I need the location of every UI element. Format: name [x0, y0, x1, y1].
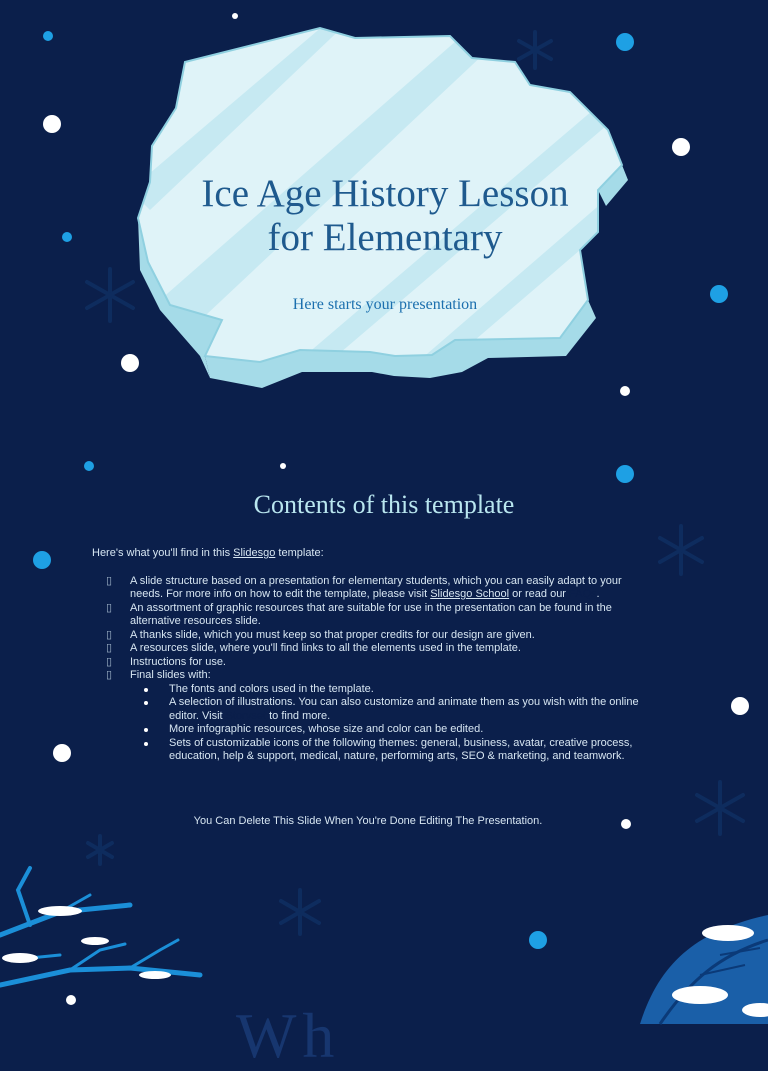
list-item-text: or read our [509, 588, 570, 600]
bullet-dot-icon [144, 728, 148, 732]
contents-intro [92, 547, 644, 561]
tree-branch [0, 868, 200, 985]
contents-body [92, 547, 644, 764]
storyset-link[interactable]: Storyset [225, 709, 267, 722]
sub-item-text: The fonts and colors used in the template. [169, 682, 374, 695]
intro-prefix: Here's what you'll find in this [92, 547, 234, 559]
list-item-text: Final slides with: [130, 669, 211, 681]
subtitle: Here starts your presentation [292, 296, 478, 313]
faqs-link[interactable]: FAQs [569, 588, 597, 600]
list-item-text: A thanks slide, which you must keep so that proper credits for our design are given. [130, 628, 535, 641]
frozen-leaf [640, 915, 768, 1024]
bullet-dot-icon [144, 701, 148, 705]
bullet-dot-icon [144, 688, 148, 692]
next-slide-title-peek: Wh [236, 1000, 341, 1071]
list-item [92, 629, 644, 643]
sub-list-item [92, 723, 644, 737]
list-item [92, 656, 644, 670]
bullet-marker-icon: ▯ [106, 601, 113, 614]
bullet-marker-icon: ▯ [106, 628, 113, 641]
contents-heading: Contents of this template [253, 490, 515, 519]
sub-item-text: to find more. [266, 709, 331, 722]
list-item [92, 669, 644, 764]
list-item-text: A resources slide, where you'll find links to all the elements used in the template. [130, 642, 521, 654]
sub-item-text: A selection of illustrations. You can also customize and animate them as you wish with the online editor. Visit [169, 696, 639, 722]
list-item-text: A slide structure based on a presentation for elementary students, which you can easily adapt to your needs. For more info on how to edit the template, please visit [130, 574, 622, 600]
list-item-text: An assortment of graphic resources that are suitable for use in the presentation can be found in the alternative resources slide. [130, 601, 612, 627]
sub-item-text: More infographic resources, whose size and color can be edited. [169, 723, 484, 735]
bullet-marker-icon: ▯ [106, 642, 113, 654]
list-item-text: Instructions for use. [130, 655, 226, 668]
intro-suffix: template: [275, 547, 324, 559]
bullet-marker-icon: ▯ [106, 574, 113, 587]
slidesgo-school-link[interactable]: Slidesgo School [430, 588, 510, 600]
page-title [130, 172, 640, 260]
sub-list [130, 683, 644, 764]
list-item [92, 642, 644, 656]
list-item [92, 575, 644, 602]
title-line-1: Ice Age History Lesson [201, 172, 569, 215]
sub-item-text: Sets of customizable icons of the following themes: general, business, avatar, creative process, education, help & support, medical, nature, performing arts, SEO & marketing, and teamwork. [169, 736, 633, 762]
delete-slide-note: You Can Delete This Slide When You're Done Editing The Presentation. [193, 815, 543, 827]
list-item-text: . [596, 588, 600, 600]
slidesgo-link[interactable]: Slidesgo [233, 547, 276, 559]
bullet-marker-icon: ▯ [106, 655, 113, 668]
list-item [92, 602, 644, 629]
sub-list-item [92, 737, 644, 764]
bullet-dot-icon [144, 742, 148, 746]
title-line-2: for Elementary [267, 216, 503, 259]
sub-list-item [92, 683, 644, 697]
sub-list-item [92, 696, 644, 723]
contents-list [92, 575, 644, 764]
bullet-marker-icon: ▯ [106, 669, 113, 681]
